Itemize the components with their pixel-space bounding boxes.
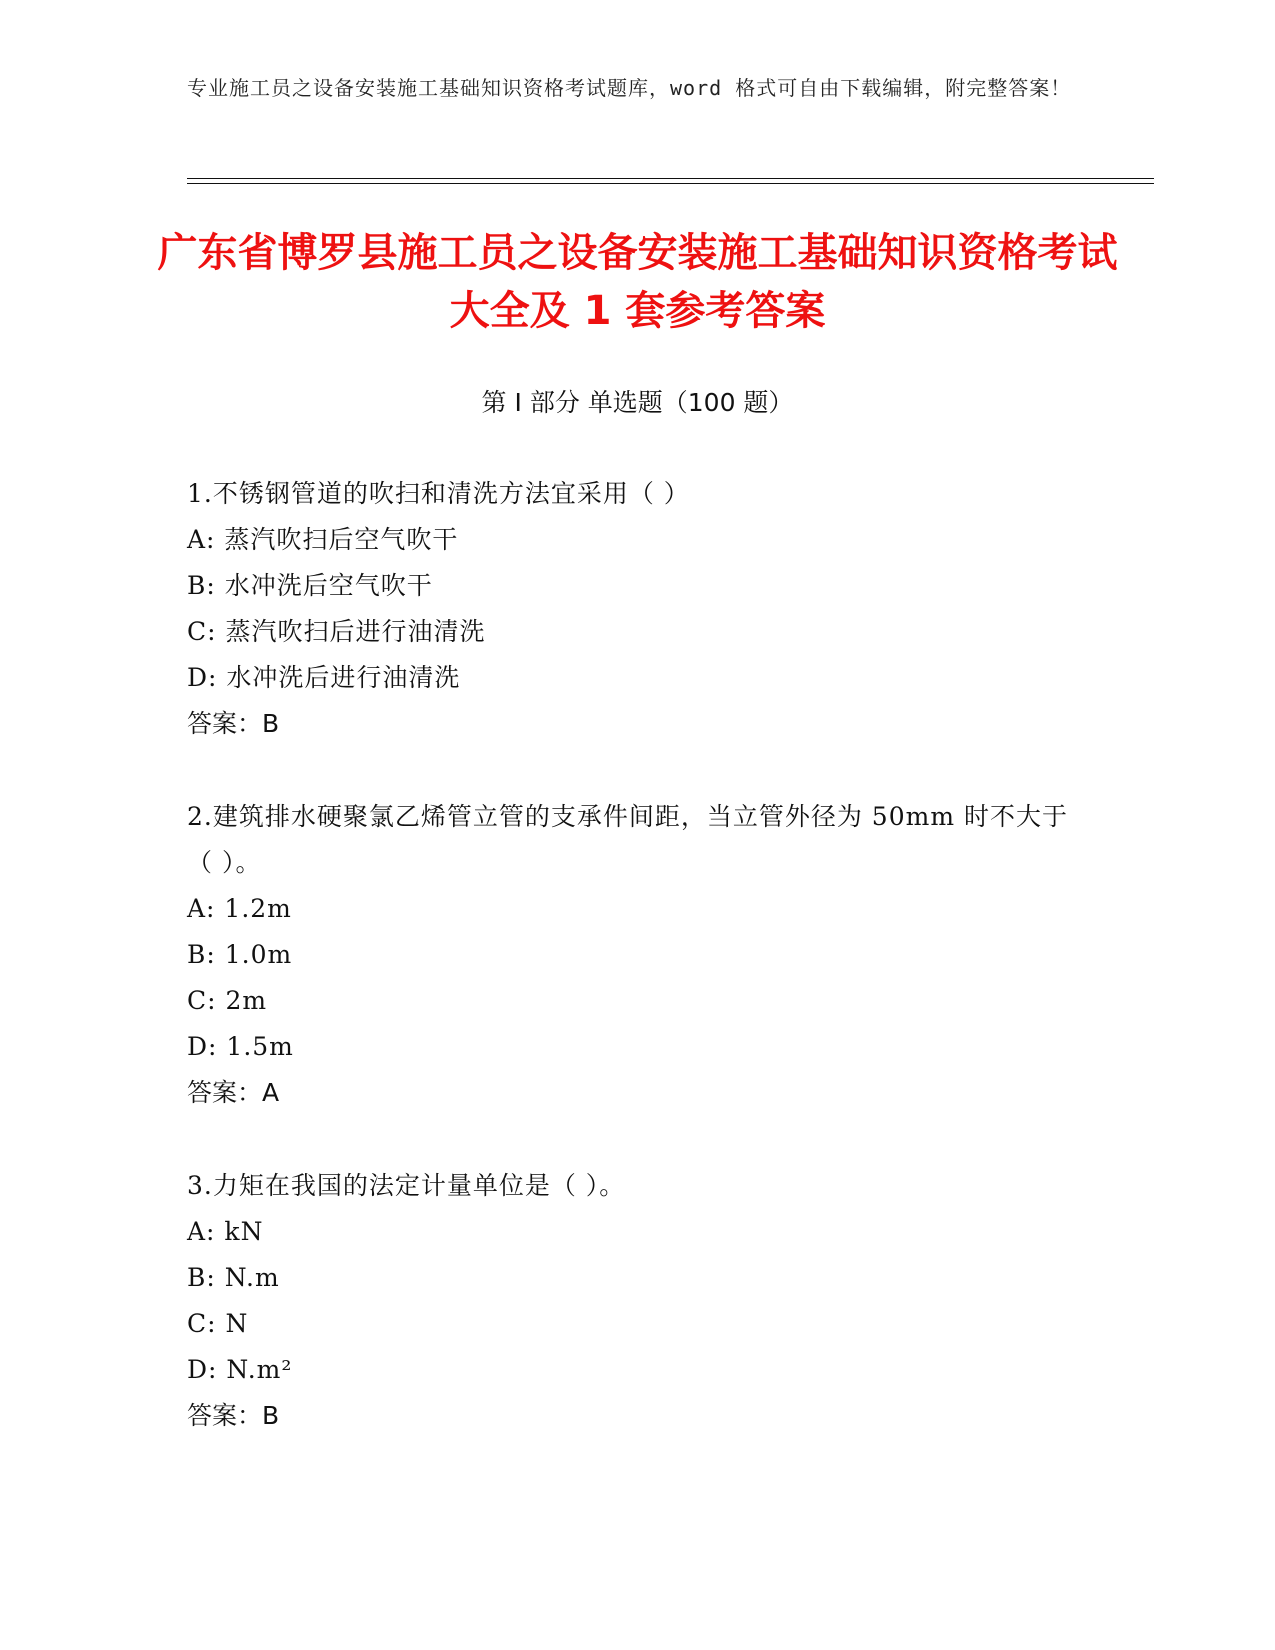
- option-c: C: 2m: [187, 986, 268, 1015]
- header-divider-bottom: [187, 183, 1154, 184]
- option-c: C: 蒸汽吹扫后进行油清洗: [187, 617, 486, 646]
- answer: 答案：B: [187, 1401, 280, 1430]
- option-b: B: N.m: [187, 1263, 280, 1292]
- option-b: B: 水冲洗后空气吹干: [187, 571, 433, 600]
- question-stem: 3.力矩在我国的法定计量单位是（ ）。: [187, 1171, 626, 1200]
- answer: 答案：B: [187, 709, 280, 738]
- option-a: A: 蒸汽吹扫后空气吹干: [187, 525, 459, 554]
- header-note: 专业施工员之设备安装施工基础知识资格考试题库，word 格式可自由下载编辑，附完整答案！: [187, 76, 1072, 100]
- option-a: A: kN: [187, 1217, 264, 1246]
- answer: 答案：A: [187, 1078, 280, 1107]
- document-title: 广东省博罗县施工员之设备安装施工基础知识资格考试大全及 1 套参考答案: [157, 230, 1118, 334]
- option-a: A: 1.2m: [187, 894, 292, 923]
- question-stem: 1.不锈钢管道的吹扫和清洗方法宜采用（ ）: [187, 479, 690, 508]
- section-title: 第 I 部分 单选题（100 题）: [481, 388, 794, 417]
- header-divider-top: [187, 178, 1154, 179]
- option-d: D: 水冲洗后进行油清洗: [187, 663, 461, 692]
- option-d: D: N.m²: [187, 1355, 293, 1384]
- option-b: B: 1.0m: [187, 940, 293, 969]
- question-1: [187, 471, 1087, 747]
- question-stem: 2.建筑排水硬聚氯乙烯管立管的支承件间距，当立管外径为 50mm 时不大于（ ）。: [187, 802, 1068, 877]
- question-2: [187, 794, 1087, 1116]
- option-d: D: 1.5m: [187, 1032, 294, 1061]
- question-3: [187, 1163, 1087, 1439]
- option-c: C: N: [187, 1309, 249, 1338]
